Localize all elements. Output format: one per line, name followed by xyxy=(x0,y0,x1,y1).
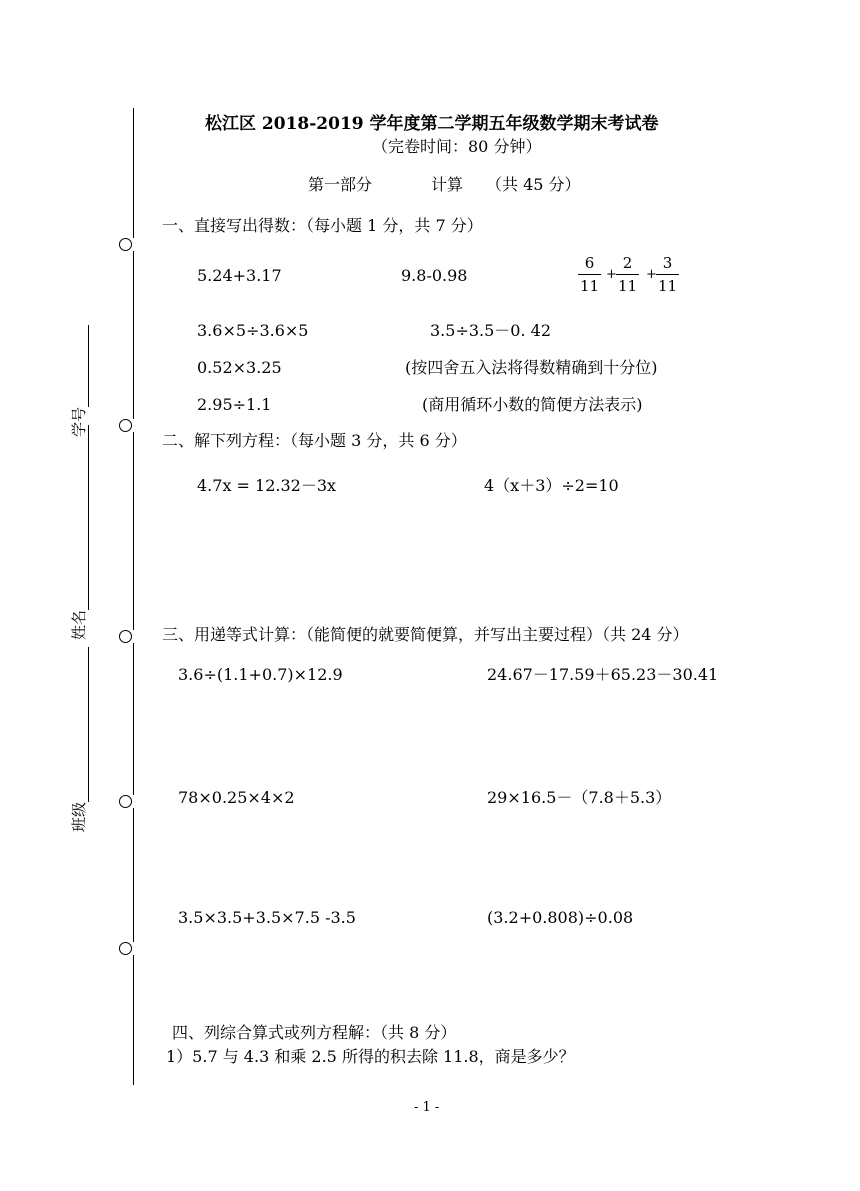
binding-line xyxy=(133,108,134,238)
section3-heading: 三、用递等式计算：（能简便的就要简便算，并写出主要过程）（共 24 分） xyxy=(162,625,689,644)
student-no-blank[interactable] xyxy=(70,325,89,407)
s1-q7: 2.95÷1.1 xyxy=(197,395,272,414)
section4-heading: 四、列综合算式或列方程解：（共 8 分） xyxy=(172,1023,457,1042)
section2-heading: 二、解下列方程：（每小题 3 分，共 6 分） xyxy=(162,431,467,450)
part-score: （共 45 分） xyxy=(486,175,581,194)
s1-q6: 0.52×3.25 xyxy=(197,358,282,377)
fraction-2-numerator: 2 xyxy=(622,254,633,272)
binding-hole xyxy=(119,795,132,808)
exam-title: 松江区 2018-2019 学年度第二学期五年级数学期末考试卷 xyxy=(205,114,659,134)
exam-subtitle: （完卷时间：80 分钟） xyxy=(372,137,542,156)
s3-p1: 3.6÷(1.1+0.7)×12.9 xyxy=(178,665,343,684)
name-label: 姓名 xyxy=(70,609,88,640)
name-blank[interactable] xyxy=(70,425,89,610)
s1-q4: 3.6×5÷3.6×5 xyxy=(197,321,309,340)
s3-p2: 24.67－17.59＋65.23－30.41 xyxy=(487,665,719,684)
s4-q1: 1）5.7 与 4.3 和乘 2.5 所得的积去除 11.8，商是多少？ xyxy=(166,1047,575,1066)
s1-q2: 9.8-0.98 xyxy=(401,266,468,285)
binding-hole xyxy=(119,419,132,432)
section1-heading: 一、直接写出得数：（每小题 1 分，共 7 分） xyxy=(162,216,483,235)
fraction-3-denominator: 11 xyxy=(656,274,679,294)
s1-q5: 3.5÷3.5－0. 42 xyxy=(430,321,552,340)
fraction-1 xyxy=(578,256,601,294)
binding-hole xyxy=(119,630,132,643)
s2-eq1: 4.7x = 12.32－3x xyxy=(197,476,337,495)
fraction-2 xyxy=(616,256,639,294)
class-blank[interactable] xyxy=(70,647,89,802)
fraction-3-numerator: 3 xyxy=(662,254,673,272)
binding-line xyxy=(133,643,134,795)
s1-q6-note: (按四舍五入法将得数精确到十分位) xyxy=(405,358,658,377)
part-label: 第一部分 xyxy=(308,175,373,194)
s3-p6: (3.2+0.808)÷0.08 xyxy=(487,908,634,927)
class-field xyxy=(68,647,89,832)
binding-line xyxy=(133,432,134,630)
fraction-1-denominator: 11 xyxy=(578,274,601,294)
plus-sign: + xyxy=(646,267,657,282)
fraction-3 xyxy=(656,256,679,294)
page-number: - 1 - xyxy=(414,1100,440,1115)
s2-eq2: 4（x＋3）÷2=10 xyxy=(484,476,619,495)
binding-line xyxy=(133,955,134,1085)
part-topic: 计算 xyxy=(431,175,464,194)
binding-hole xyxy=(119,238,132,251)
student-no-label: 学号 xyxy=(70,406,88,437)
fraction-2-denominator: 11 xyxy=(616,274,639,294)
name-field xyxy=(68,425,89,640)
s1-q7-note: (商用循环小数的简便方法表示) xyxy=(422,395,643,414)
binding-hole xyxy=(119,942,132,955)
student-no-field xyxy=(68,325,89,437)
plus-sign: + xyxy=(606,267,617,282)
binding-line xyxy=(133,808,134,942)
s3-p5: 3.5×3.5+3.5×7.5 -3.5 xyxy=(178,908,356,927)
class-label: 班级 xyxy=(70,801,88,832)
fraction-1-numerator: 6 xyxy=(584,254,595,272)
s3-p3: 78×0.25×4×2 xyxy=(178,788,295,807)
s3-p4: 29×16.5－（7.8＋5.3） xyxy=(487,788,672,807)
binding-line xyxy=(133,251,134,419)
s1-q1: 5.24+3.17 xyxy=(197,266,282,285)
